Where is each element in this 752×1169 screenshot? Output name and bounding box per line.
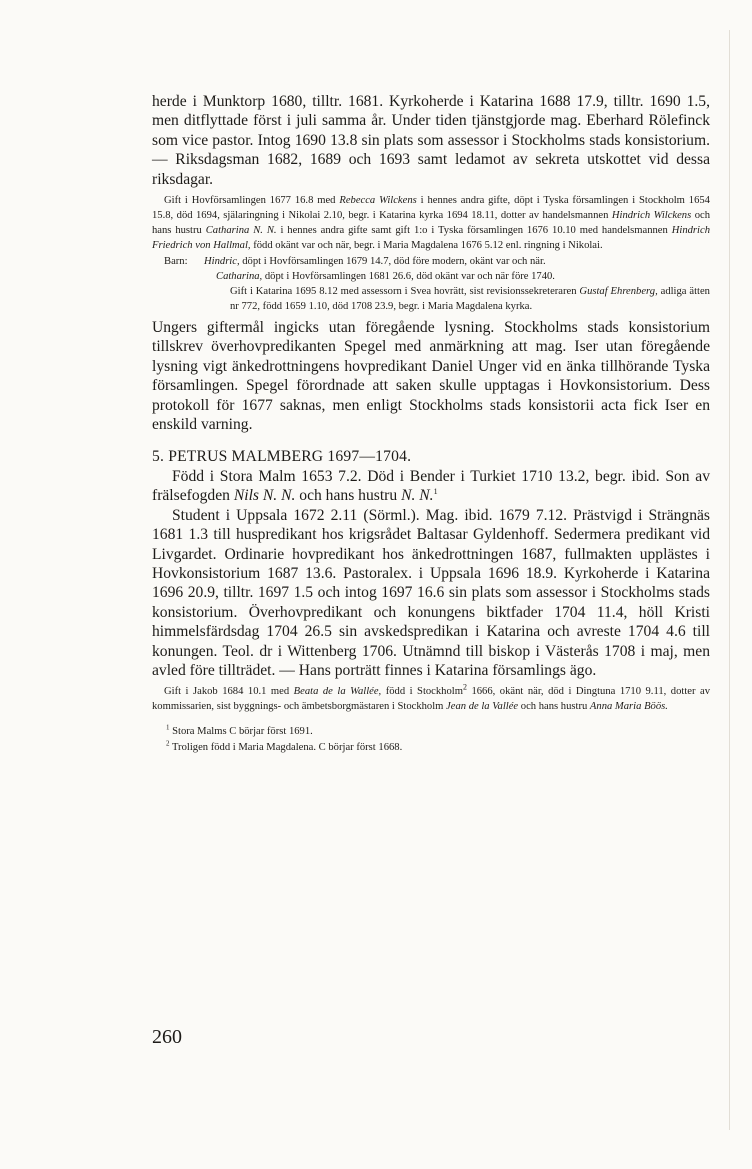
child-marriage-note: Gift i Katarina 1695 8.12 med assessorn i Svea hovrätt, sist revisionssekreteraren Gustaf Ehrenberg, adliga ätten nr 772, född 1659 1.10, död 1708 23.9, begr. i Maria Magdalena kyrka.: [230, 286, 710, 313]
marriage-paragraph: Ungers giftermål ingicks utan föregående lysning. Stockholms stads konsistorium tillskrev överhovpredikanten Spegel med anmärkning att mag. Iser utan föregående lysning vigt änkedrottningens hovpredikant Daniel Unger vid en änka tillhörande Tyska församlingen. Spegel förordnade att saken skulle upptagas i Hovkonsistorium. Dess protokoll för 1677 saknas, men enligt Stockholms stads konsistorii acta fick Iser en enskild varning.: [152, 319, 710, 434]
footnote: $^2$ Troligen född i Maria Magdalena. C börjar först 1668.: [166, 739, 403, 754]
marriage-note: Gift i Hovförsamlingen 1677 16.8 med Rebecca Wilckens i hennes andra gifte, döpt i Tyska församlingen i Stockholm 1654 15.8, död 1694, själaringning i Nikolai 2.10, begr. i Katarina kyrka 1694 18.11, dotter av handelsmannen Hindrich Wilckens och hans hustru Catharina N. N. i hennes andra gifte samt gift 1:o i Tyska församlingen 1676 10.10 med handelsmannen Hindrich Friedrich von Hallmal, född okänt var och när, begr. i Maria Magdalena 1676 5.12 enl. ringning i Nikolai.: [152, 195, 710, 252]
page-number: 260: [152, 1026, 182, 1048]
page-edge-line: [729, 30, 730, 1130]
birth-paragraph: Född i Stora Malm 1653 7.2. Död i Bender i Turkiet 1710 13.2, begr. ibid. Son av frälsefogden Nils N. N. och hans hustru N. N.$^1$: [152, 467, 710, 505]
section-heading: 5. PETRUS MALMBERG 1697—1704.: [152, 448, 412, 466]
child-entry: Barn: Hindric, döpt i Hovförsamlingen 1679 14.7, död före modern, okänt var och när.: [152, 254, 710, 269]
page-body: [152, 92, 710, 756]
footnote-ref: 2: [462, 682, 467, 692]
marriage-note: Gift i Jakob 1684 10.1 med Beata de la Wallée, född i Stockholm$^2$ 1666, okänt när, död i Dingtuna 1710 9.11, dotter av kommissarien, sist byggnings- och ämbetsborgmästaren i Stockholm Jean de la Vallée och hans hustru Anna Maria Böös.: [152, 682, 710, 713]
footnote: $^1$ Stora Malms C börjar först 1691.: [166, 723, 313, 738]
children-list: [152, 254, 710, 314]
child-entry: Catharina, döpt i Hovförsamlingen 1681 26.6, död okänt var och när före 1740.: [216, 271, 555, 283]
intro-paragraph: herde i Munktorp 1680, tilltr. 1681. Kyrkoherde i Katarina 1688 17.9, tilltr. 1690 1.5, men ditflyttade först i juli samma år. Under tiden tjänstgjorde mag. Eberhard Rölefinck som vice pastor. Intog 1690 13.8 sin plats som assessor i Stockholms stads konsistorium. — Riksdagsman 1682, 1689 och 1693 samt ledamot av sekreta utskottet vid dessa riksdagar.: [152, 93, 710, 188]
children-label: Barn:: [164, 256, 188, 268]
career-paragraph: Student i Uppsala 1672 2.11 (Sörml.). Mag. ibid. 1679 7.12. Prästvigd i Strängnäs 1681 1.3 till huspredikant hos krigsrådet Baltasar Gyldenhoff. Sedermera predikant vid Livgardet. Ordinarie hovpredikant hos änkedrottningen 1687, fullmakten upplästes i Hovkonsistorium 1687 13.6. Pastoralex. i Uppsala 1696 18.9. Kyrkoherde i Katarina 1696 20.9, tilltr. 1697 1.5 och intog 1697 16.6 sin plats som assessor i Stockholms stads konsistorium. Överhovpredikant och konungens biktfader 1704 11.4, höll Kristi himmelsfärdsdag 1704 26.5 sin avskedspredikan i Katarina och avreste 1704 4.6 till konungen. Teol. dr i Wittenberg 1706. Utnämnd till biskop i Västerås 1708 i maj, men avled före tillträdet. — Hans porträtt finnes i Katarina församlings ägo.: [152, 506, 710, 679]
footnote-ref: 1: [433, 487, 438, 497]
